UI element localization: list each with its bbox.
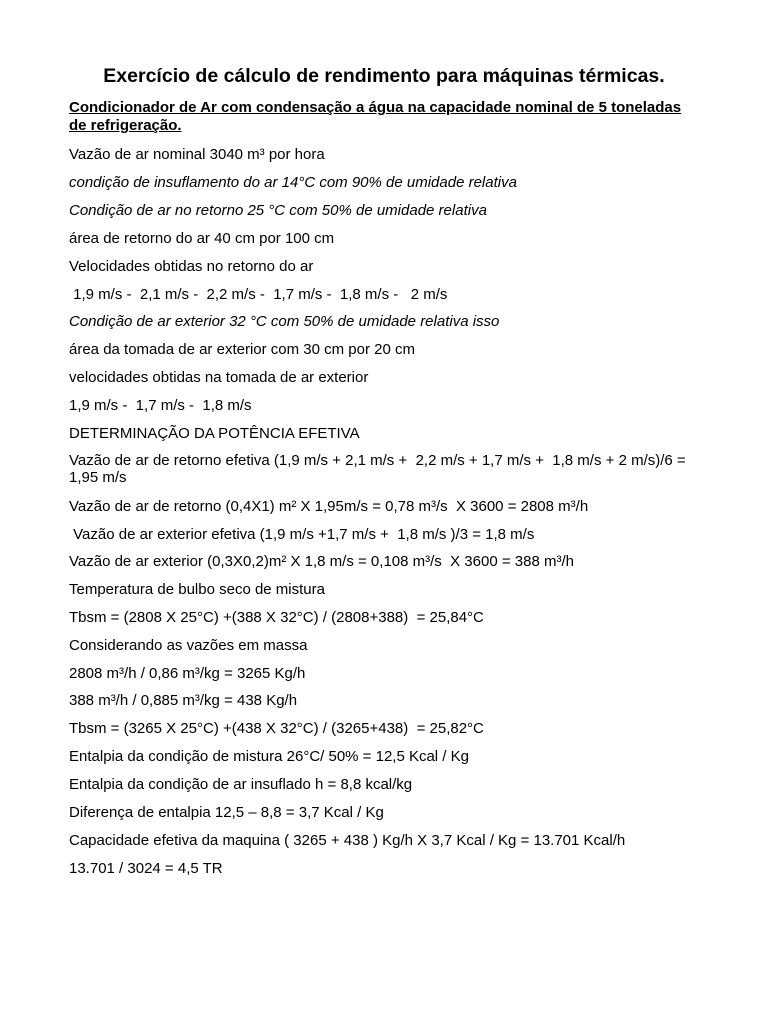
text-line: 2808 m³/h / 0,86 m³/kg = 3265 Kg/h — [69, 665, 306, 682]
text-line: Velocidades obtidas no retorno do ar — [69, 258, 314, 275]
text-line: área da tomada de ar exterior com 30 cm por 20 cm — [69, 341, 415, 358]
text-line: Tbsm = (3265 X 25°C) +(438 X 32°C) / (3265+438) = 25,82°C — [69, 720, 484, 737]
text-line: Condição de ar exterior 32 °C com 50% de umidade relativa isso — [69, 313, 500, 330]
text-line: condição de insuflamento do ar 14°C com 90% de umidade relativa — [69, 174, 517, 191]
text-line: 1,9 m/s - 1,7 m/s - 1,8 m/s — [69, 397, 252, 414]
document-subtitle: Condicionador de Ar com condensação a água na capacidade nominal de 5 toneladas de refrigeração. — [69, 99, 682, 134]
text-line: Vazão de ar de retorno efetiva (1,9 m/s + 2,1 m/s + 2,2 m/s + 1,7 m/s + 1,8 m/s + 2 m/s)/6 = 1,95 m/s — [69, 452, 690, 486]
text-line: 13.701 / 3024 = 4,5 TR — [69, 860, 223, 877]
text-line: 388 m³/h / 0,885 m³/kg = 438 Kg/h — [69, 692, 298, 709]
text-line: velocidades obtidas na tomada de ar exterior — [69, 369, 369, 386]
text-line: área de retorno do ar 40 cm por 100 cm — [69, 230, 335, 247]
text-line: Condição de ar no retorno 25 °C com 50% de umidade relativa — [69, 202, 487, 219]
text-line: Vazão de ar exterior (0,3X0,2)m² X 1,8 m/s = 0,108 m³/s X 3600 = 388 m³/h — [69, 553, 574, 570]
text-line: Capacidade efetiva da maquina ( 3265 + 438 ) Kg/h X 3,7 Kcal / Kg = 13.701 Kcal/h — [69, 832, 626, 849]
text-line: 1,9 m/s - 2,1 m/s - 2,2 m/s - 1,7 m/s - 1,8 m/s - 2 m/s — [69, 286, 448, 303]
section-heading: DETERMINAÇÃO DA POTÊNCIA EFETIVA — [69, 425, 360, 442]
text-line: Vazão de ar nominal 3040 m³ por hora — [69, 146, 325, 163]
text-line: Tbsm = (2808 X 25°C) +(388 X 32°C) / (2808+388) = 25,84°C — [69, 609, 484, 626]
text-line: Vazão de ar de retorno (0,4X1) m² X 1,95m/s = 0,78 m³/s X 3600 = 2808 m³/h — [69, 498, 589, 515]
document-title: Exercício de cálculo de rendimento para máquinas térmicas. — [103, 65, 665, 87]
text-line: Diferença de entalpia 12,5 – 8,8 = 3,7 Kcal / Kg — [69, 804, 384, 821]
text-line: Vazão de ar exterior efetiva (1,9 m/s +1,7 m/s + 1,8 m/s )/3 = 1,8 m/s — [69, 526, 535, 543]
text-line: Entalpia da condição de ar insuflado h = 8,8 kcal/kg — [69, 776, 413, 793]
text-line: Entalpia da condição de mistura 26°C/ 50% = 12,5 Kcal / Kg — [69, 748, 469, 765]
text-line: Temperatura de bulbo seco de mistura — [69, 581, 325, 598]
text-line: Considerando as vazões em massa — [69, 637, 308, 654]
